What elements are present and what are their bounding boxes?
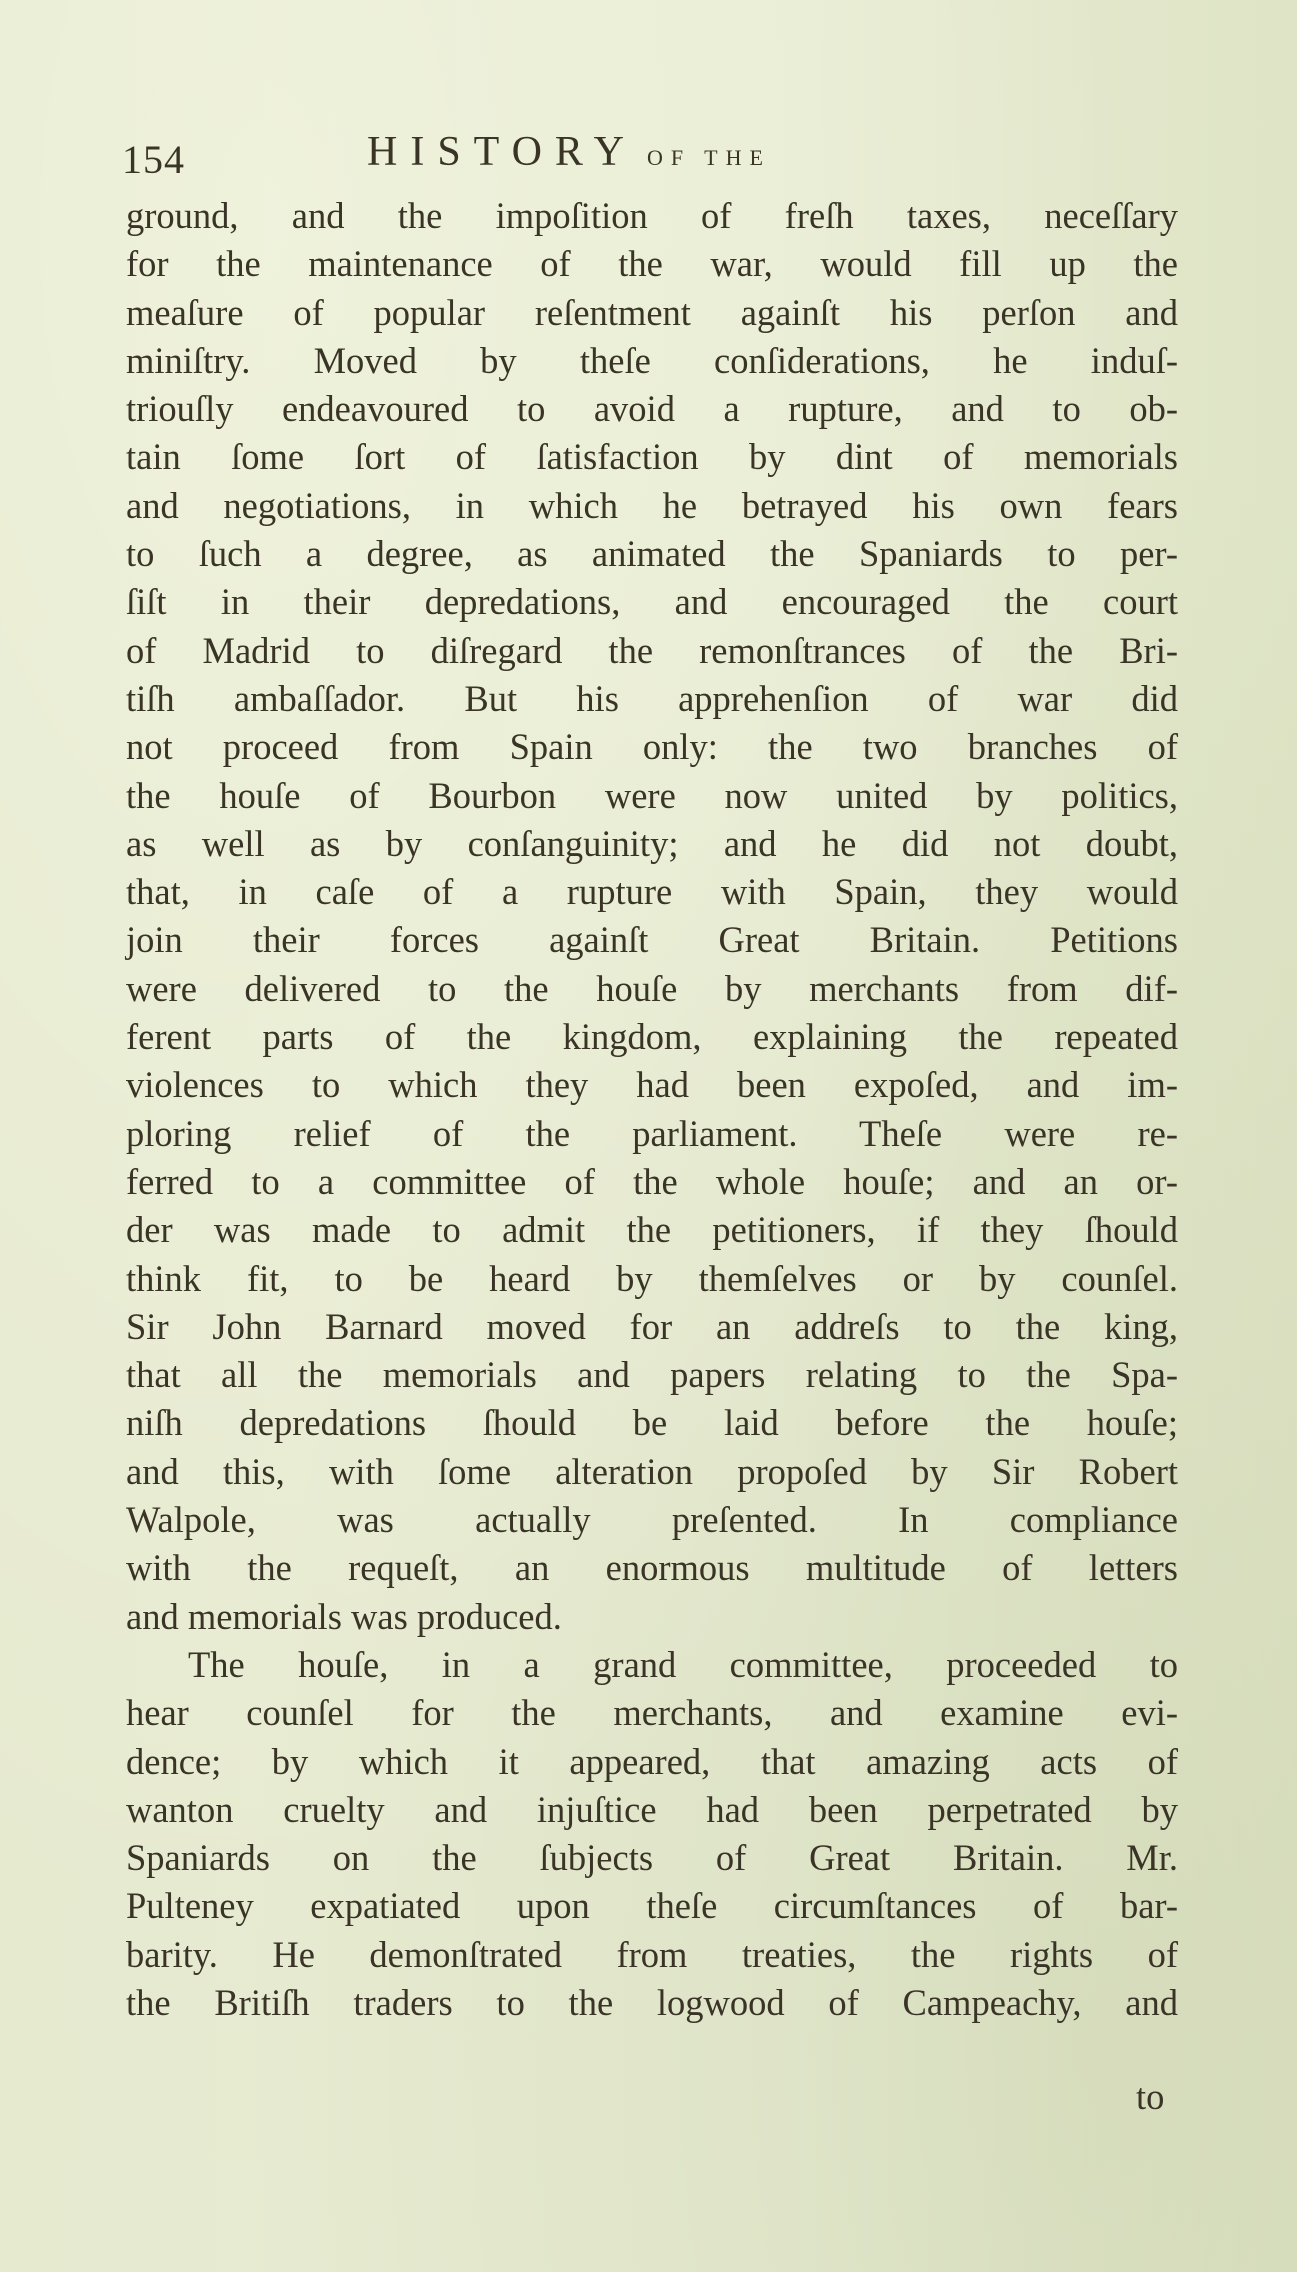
- running-head-title: HISTORY: [367, 129, 637, 175]
- text-line: that, in caſe of a rupture with Spain, they would: [126, 871, 1178, 913]
- text-line: that all the memorials and papers relating to the Spa-: [126, 1354, 1178, 1396]
- text-line: triouſly endeavoured to avoid a rupture, and to ob-: [126, 388, 1178, 430]
- text-line: and this, with ſome alteration propoſed by Sir Robert: [126, 1450, 1178, 1492]
- page-header: [122, 128, 1182, 188]
- text-line: Pulteney expatiated upon theſe circumſtances of bar-: [126, 1885, 1178, 1927]
- text-line: dence; by which it appeared, that amazing acts of: [126, 1740, 1178, 1782]
- text-line: join their forces againſt Great Britain. Petitions: [126, 919, 1178, 961]
- text-line: The houſe, in a grand committee, proceeded to: [188, 1643, 1178, 1685]
- text-line: think fit, to be heard by themſelves or by counſel.: [126, 1257, 1178, 1299]
- text-line: with the requeſt, an enormous multitude of letters: [126, 1547, 1178, 1589]
- text-line: ploring relief of the parliament. Theſe were re-: [126, 1112, 1178, 1154]
- text-line: violences to which they had been expoſed, and im-: [126, 1064, 1178, 1106]
- text-line: of Madrid to diſregard the remonſtrances of the Bri-: [126, 629, 1178, 671]
- text-line: not proceed from Spain only: the two branches of: [126, 726, 1178, 768]
- catchword: to: [1136, 2076, 1165, 2117]
- text-line: and negotiations, in which he betrayed his own fears: [126, 484, 1178, 526]
- text-line: the houſe of Bourbon were now united by politics,: [126, 774, 1178, 816]
- text-line: Sir John Barnard moved for an addreſs to the king,: [126, 1305, 1178, 1347]
- page-number: 154: [122, 137, 185, 182]
- text-line: for the maintenance of the war, would fill up the: [126, 243, 1178, 285]
- text-line: niſh depredations ſhould be laid before the houſe;: [126, 1402, 1178, 1444]
- running-head-subtitle: OF THE: [646, 145, 771, 170]
- text-line: ſiſt in their depredations, and encouraged the court: [126, 581, 1178, 623]
- body-text: [126, 192, 1178, 2027]
- running-head: [367, 128, 771, 176]
- text-line: miniſtry. Moved by theſe conſiderations, he induſ-: [126, 339, 1178, 381]
- text-line: the Britiſh traders to the logwood of Campeachy, and: [126, 1981, 1178, 2023]
- text-line: and memorials was produced.: [126, 1595, 562, 1637]
- text-line: barity. He demonſtrated from treaties, the rights of: [126, 1933, 1178, 1975]
- text-line: ferent parts of the kingdom, explaining the repeated: [126, 1016, 1178, 1058]
- text-line: to ſuch a degree, as animated the Spaniards to per-: [126, 533, 1178, 575]
- text-line: as well as by conſanguinity; and he did not doubt,: [126, 822, 1178, 864]
- text-line: were delivered to the houſe by merchants from dif-: [126, 967, 1178, 1009]
- text-line: meaſure of popular reſentment againſt his perſon and: [126, 291, 1178, 333]
- text-line: Spaniards on the ſubjects of Great Britain. Mr.: [126, 1837, 1178, 1879]
- text-line: tain ſome ſort of ſatisfaction by dint of memorials: [126, 436, 1178, 478]
- text-line: Walpole, was actually preſented. In compliance: [126, 1499, 1178, 1541]
- text-line: hear counſel for the merchants, and examine evi-: [126, 1692, 1178, 1734]
- text-line: ferred to a committee of the whole houſe; and an or-: [126, 1160, 1178, 1202]
- text-line: tiſh ambaſſador. But his apprehenſion of war did: [126, 677, 1178, 719]
- text-line: der was made to admit the petitioners, if they ſhould: [126, 1209, 1178, 1251]
- text-line: wanton cruelty and injuſtice had been perpetrated by: [126, 1788, 1178, 1830]
- text-line: ground, and the impoſition of freſh taxes, neceſſary: [126, 195, 1178, 236]
